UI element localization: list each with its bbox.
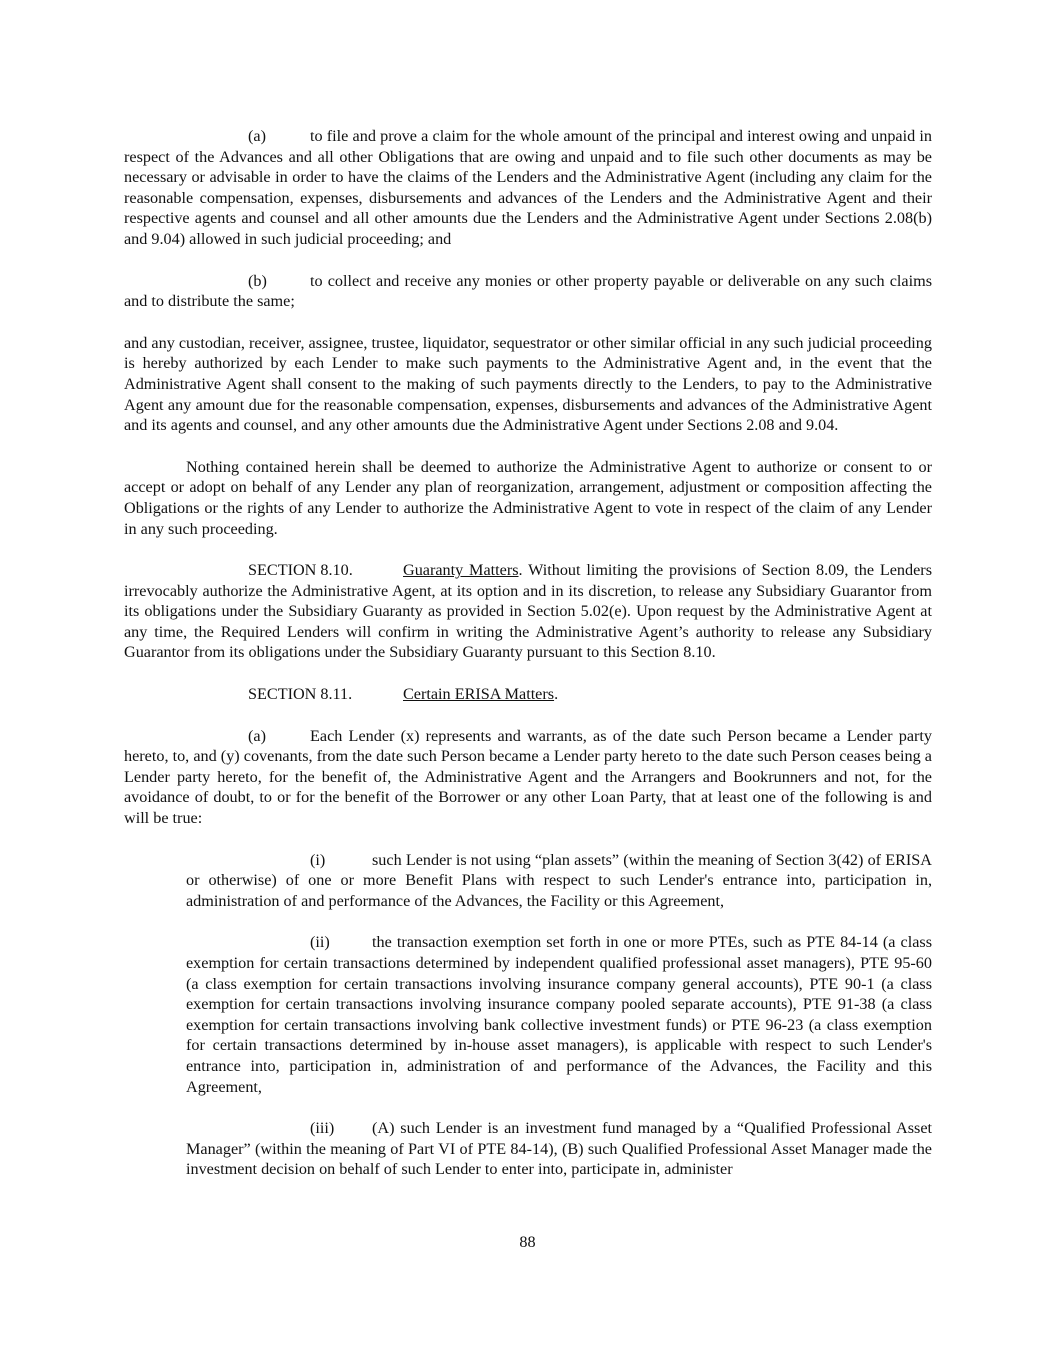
paragraph-text: to file and prove a claim for the whole amount of the principal and interest owing and unpaid in respect of the Advances and all other Obligations that are owing and unpaid and to file such other documents as may be necessary or advisable in order to have the claims of the Lenders and the Administrative Agent (including any claim for the reasonable compensation, expenses, disbursements and advances of the Lenders and the Administrative Agent and their respective agents and counsel and all other amounts due the Lenders and the Administrative Agent under Sections 2.08(b) and 9.04) allowed in such judicial proceeding; and — [124, 127, 932, 248]
erisa-subclauses — [186, 850, 932, 1180]
paragraph-custodian: and any custodian, receiver, assignee, trustee, liquidator, sequestrator or other similar official in any such judicial proceeding is hereby authorized by each Lender to make such payments to the Administrative Agent and, in the event that the Administrative Agent shall consent to the making of such payments directly to the Lenders, to pay to the Administrative Agent any amount due for the reasonable compensation, expenses, disbursements and advances of the Administrative Agent and its agents and counsel, and any other amounts due the Administrative Agent under Sections 2.08 and 9.04. — [124, 333, 932, 435]
paragraph-text: Each Lender (x) represents and warrants, as of the date such Person became a Lender party hereto, to, and (y) covenants, from the date such Person became a Lender party hereto to the date such Person ceases being a Lender party hereto, for the benefit of, the Administrative Agent and the Arrangers and Bookrunners and not, for the avoidance of doubt, to or for the benefit of the Borrower or any other Loan Party, that at least one of the following is and will be true: — [124, 726, 932, 828]
clause-text: such Lender is not using “plan assets” (within the meaning of Section 3(42) of ERISA or otherwise) of one or more Benefit Plans with respect to such Lender's entrance into, participation in, administration of and performance of the Advances, the Facility or this Agreement, — [186, 850, 932, 910]
section-title: Guaranty Matters — [403, 561, 519, 580]
section-text: . Without limiting the provisions of Section 8.09, the Lenders irrevocably authorize the Administrative Agent, at its option and in its discretion, to release any Subsidiary Guarantor from its obligations under the Subsidiary Guaranty as provided in Section 5.02(e). Upon request by the Administrative Agent at any time, the Required Lenders will confirm in writing the Administrative Agent’s authority to release any Subsidiary Guarantor from its obligations under the Subsidiary Guaranty pursuant to this Section 8.10. — [124, 561, 932, 662]
section-8-11-heading — [124, 684, 932, 705]
section-number: SECTION 8.10. — [248, 561, 353, 580]
paragraph-text: to collect and receive any monies or other property payable or deliverable on any such claims and to distribute the same; — [124, 271, 932, 311]
clause-iii — [186, 1118, 932, 1180]
page-number: 88 — [519, 1233, 536, 1251]
paragraph-8-11-a — [124, 726, 932, 829]
section-number: SECTION 8.11. — [248, 685, 353, 704]
paragraph-b — [124, 271, 932, 312]
paragraph-label: (a) — [248, 127, 266, 145]
clause-text: the transaction exemption set forth in one or more PTEs, such as PTE 84-14 (a class exemption for certain transactions determined by independent qualified professional asset managers), PTE 95-60 (a class exemption for certain transactions involving insurance company general accounts), PTE 90-1 (a class exemption for certain transactions involving insurance company pooled separate accounts), PTE 91-38 (a class exemption for certain transactions involving bank collective investment funds) or PTE 96-23 (a class exemption for certain transactions determined by in-house asset managers), is applicable with respect to such Lender's entrance into, participation in, administration of and performance of the Advances, the Facility and this Agreement, — [186, 933, 932, 1096]
clause-text: (A) such Lender is an investment fund managed by a “Qualified Professional Asset Manager” (within the meaning of Part VI of PTE 84-14), (B) such Qualified Professional Asset Manager made the investment decision on behalf of such Lender to enter into, participate in, administer — [186, 1119, 932, 1179]
clause-label: (ii) — [310, 933, 330, 952]
paragraph-label: (b) — [248, 271, 267, 290]
clause-i — [186, 850, 932, 912]
paragraph-nothing-contained: Nothing contained herein shall be deemed to authorize the Administrative Agent to authorize or consent to or accept or adopt on behalf of any Lender any plan of reorganization, arrangement, adjustment or composition affecting the Obligations or the rights of any Lender to authorize the Administrative Agent to vote in respect of the claim of any Lender in any such proceeding. — [124, 457, 932, 538]
clause-ii — [186, 932, 932, 1097]
section-8-10 — [124, 560, 932, 663]
section-title: Certain ERISA Matters — [403, 685, 555, 704]
paragraph-label: (a) — [248, 726, 266, 745]
paragraph-a — [124, 126, 932, 250]
document-page — [124, 126, 932, 1180]
section-title-suffix: . — [554, 685, 559, 704]
clause-label: (i) — [310, 850, 326, 869]
clause-label: (iii) — [310, 1119, 335, 1138]
